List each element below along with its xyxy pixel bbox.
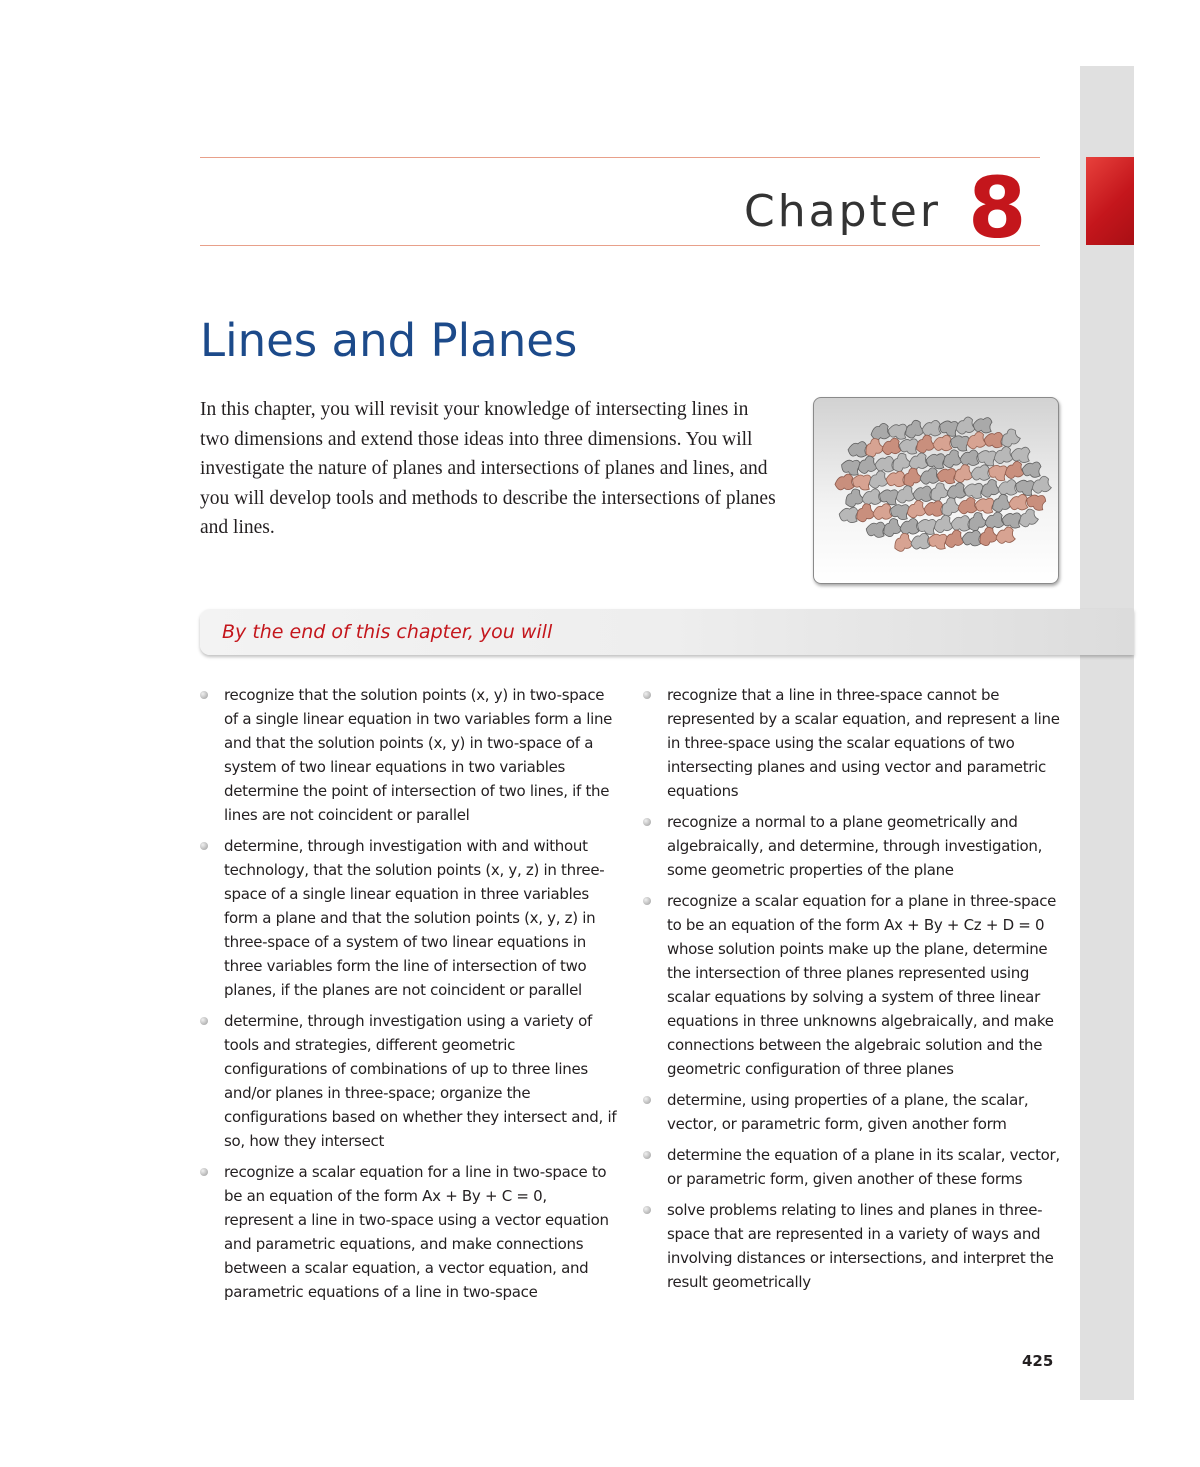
bullet-icon — [200, 1017, 208, 1025]
list-item — [200, 834, 620, 1002]
chapter-introduction: In this chapter, you will revisit your knowledge of intersecting lines in two dimensions and extend those ideas into three dimensions. You will investigate the nature of planes and intersections of planes and lines, and you will develop tools and methods to describe the intersections of planes and lines. — [200, 399, 776, 538]
bullet-icon — [200, 691, 208, 699]
objectives-banner — [200, 609, 1134, 655]
list-item — [200, 1009, 620, 1153]
list-item — [643, 1198, 1063, 1294]
tessellation-tile — [957, 497, 978, 515]
bullet-icon — [200, 1168, 208, 1176]
tessellation-tile — [865, 519, 887, 538]
tessellation-tile — [995, 526, 1016, 544]
bullet-icon — [643, 818, 651, 826]
tessellation-tile — [842, 487, 866, 509]
tessellation-tile — [874, 455, 895, 473]
tessellation-tile — [971, 464, 991, 480]
tessellation-photo — [813, 397, 1059, 584]
tessellation-tile — [946, 482, 967, 500]
list-item — [643, 889, 1063, 1081]
tessellation-tile — [1003, 460, 1025, 479]
tessellation-tile — [950, 514, 971, 532]
tessellation-tile — [933, 435, 953, 451]
list-item — [643, 683, 1063, 803]
bullet-icon — [643, 691, 651, 699]
tessellation-tile — [908, 452, 929, 470]
list-item — [643, 1143, 1063, 1191]
objective-text: determine, through investigation with and without technology, that the solution points (x, y, z) in three-space of a single linear equation in three variables form a plane and that the solution points (x, y, z) in three-space of a system of two linear equations in three variables form the line of intersection of two planes, if the planes are not coincident or parallel — [224, 837, 605, 999]
tessellation-tile — [835, 474, 855, 490]
objectives-list-right — [643, 683, 1063, 1301]
objective-text: determine, using properties of a plane, the scalar, vector, or parametric form, given another form — [667, 1091, 1029, 1133]
tessellation-tile — [885, 470, 906, 488]
objective-text: recognize a scalar equation for a line in two-space to be an equation of the form Ax + By + C = 0, represent a line in two-space using a vector equation and parametric equations, and make connections between a scalar equation, a vector equation, and parametric equations of a line in two-space — [224, 1163, 609, 1301]
tessellation-tile — [847, 440, 868, 458]
tessellation-tile — [984, 511, 1005, 529]
bullet-icon — [200, 842, 208, 850]
list-item — [200, 1160, 620, 1304]
tessellation-tile — [911, 533, 931, 549]
tessellation-illustration — [814, 398, 1058, 583]
objective-text: recognize that the solution points (x, y) in two-space of a single linear equation in two variables form a line and that the solution points (x, y) in two-space of a system of two linear equations in two variables determine the point of intersection of two lines, if the lines are not coincident or parallel — [224, 686, 613, 824]
tessellation-tile — [992, 446, 1014, 465]
chapter-label: Chapter — [744, 186, 941, 237]
tessellation-tile — [1009, 494, 1029, 510]
tessellation-tile — [881, 437, 902, 455]
list-item — [643, 1088, 1063, 1136]
tessellation-tile — [1010, 445, 1032, 464]
objective-text: recognize that a line in three-space cannot be represented by a scalar equation, and represent a line in three-space using the scalar equations of two intersecting planes and using vector and parametric equations — [667, 686, 1060, 800]
bullet-icon — [643, 1096, 651, 1104]
tessellation-tile — [870, 423, 891, 441]
tessellation-tile — [891, 531, 915, 553]
chapter-tab-marker — [1086, 157, 1134, 245]
header-rule-bottom — [200, 245, 1040, 246]
tessellation-tile — [960, 450, 980, 466]
tessellation-tile — [998, 479, 1018, 495]
side-margin-strip — [1080, 66, 1134, 1400]
tessellation-tile — [873, 503, 893, 519]
objective-text: determine, through investigation using a variety of tools and strategies, different geometric configurations of combinations of up to three lines and/or planes in three-space; organize the configurations based on whether they intersect and, if so, how they intersect — [224, 1012, 617, 1150]
tessellation-tile — [965, 431, 987, 450]
header-rule-top — [200, 157, 1040, 158]
tessellation-tile — [1030, 475, 1052, 494]
list-item — [643, 810, 1063, 882]
chapter-title: Lines and Planes — [200, 314, 578, 367]
objective-text: recognize a scalar equation for a plane in three-space to be an equation of the form Ax + By + Cz + D = 0 whose solution points make up the plane, determine the intersection of three planes represented using scalar equations by solving a system of three linear equations in three unknowns algebraically, and make connections between the algebraic solution and the geometric configuration of three planes — [667, 892, 1057, 1078]
objective-text: solve problems relating to lines and planes in three-space that are represented in a variety of ways and involving distances or intersections, and interpret the result geometrically — [667, 1201, 1054, 1291]
objectives-list-left — [200, 683, 620, 1311]
objectives-banner-text: By the end of this chapter, you will — [222, 621, 553, 643]
tessellation-tile — [954, 416, 976, 435]
bullet-icon — [643, 897, 651, 905]
tessellation-tile — [972, 415, 994, 434]
list-item — [200, 683, 620, 827]
objective-text: recognize a normal to a plane geometrically and algebraically, and determine, through investigation, some geometric properties of the plane — [667, 813, 1043, 879]
tessellation-tile — [961, 529, 982, 547]
tessellation-tile — [922, 420, 942, 436]
bullet-icon — [643, 1206, 651, 1214]
page-number: 425 — [1022, 1352, 1054, 1370]
tessellation-tile — [838, 505, 860, 524]
tessellation-tile — [923, 499, 944, 517]
chapter-number: 8 — [968, 159, 1027, 257]
tessellation-tile — [919, 467, 940, 485]
tessellation-tile — [912, 484, 933, 502]
tessellation-tile — [862, 489, 882, 505]
tessellation-tile — [900, 518, 920, 534]
bullet-icon — [643, 1151, 651, 1159]
objective-text: determine the equation of a plane in its scalar, vector, or parametric form, given another of these forms — [667, 1146, 1060, 1188]
